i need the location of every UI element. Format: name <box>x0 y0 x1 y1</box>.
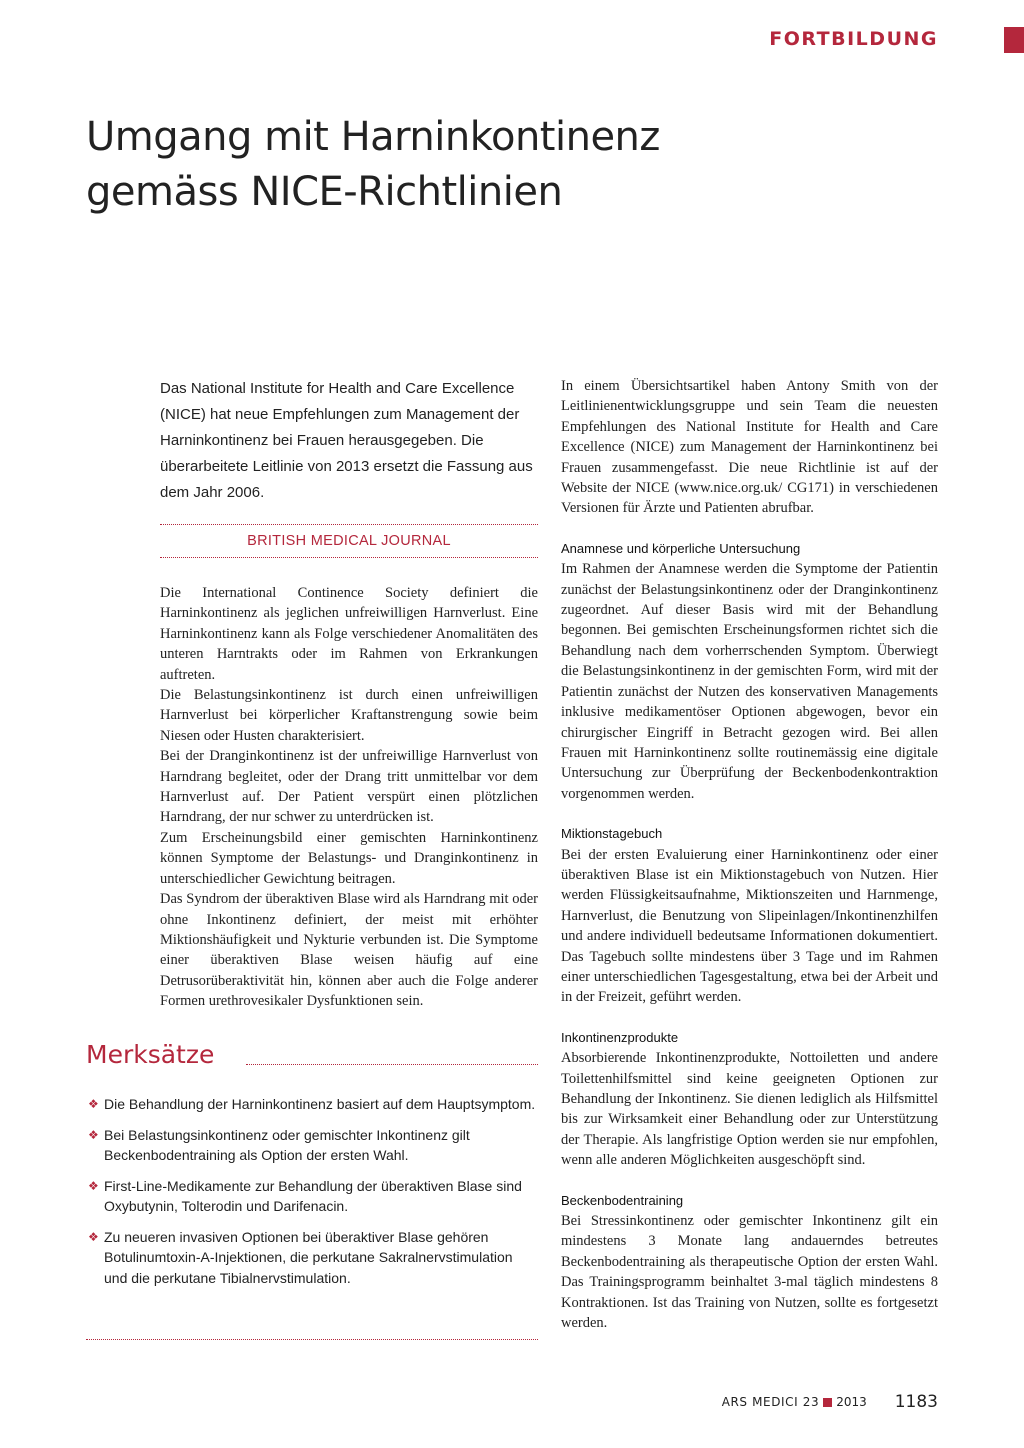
section-text: Im Rahmen der Anamnese werden die Symptome der Patientin zunächst der Belastungsinkontinenz oder der Dranginkontinenz zugeordnet. Auf dieser Basis wird mit der Behandlung begonnen. Bei gemischten Erscheinungsformen richtet sich die Behandlung nach dem vorherrschenden Symptom. Überwiegt die Belastungsinkontinenz in der gemischten Form, wird mit der Patientin zunächst der Nutzen des konservativen Managements inklusive medikamentöser Optionen abgewogen, bevor ein chirurgischer Eingriff in Betracht gezogen wird. Bei allen Frauen mit Harninkontinenz sollte routinemässig eine digitale Untersuchung zur Überprüfung der Beckenbodenkontraktion vorgenommen werden. <box>561 561 938 802</box>
right-column <box>561 376 938 1333</box>
source-label: BRITISH MEDICAL JOURNAL <box>247 533 451 549</box>
page-number: 1183 <box>894 1392 938 1412</box>
list-item: ❖ First-Line-Medikamente zur Behandlung der überaktiven Blase sind Oxybutynin, Tolterodin und Darifenacin. <box>88 1177 522 1214</box>
source-divider-top <box>160 524 538 525</box>
page-footer <box>722 1392 938 1412</box>
list-item: ❖ Zu neueren invasiven Optionen bei überaktiver Blase gehören Botulinumtoxin-A-Injektionen, die perkutane Sakralnervstimulation und die perkutane Tibialnervstimulation. <box>88 1228 513 1286</box>
list-item: ❖ Die Behandlung der Harninkontinenz basiert auf dem Hauptsymptom. <box>88 1094 538 1115</box>
section-heading: Miktionstagebuch <box>561 826 663 842</box>
section-heading: Beckenbodentraining <box>561 1192 684 1208</box>
section-text: Bei Stressinkontinenz oder gemischter Inkontinenz gilt ein mindestens 3 Monate lang andauerndes betreutes Beckenbodentraining als therapeutische Option der ersten Wahl. Das Trainingsprogramm beinhaltet 3-mal täglich mindestens 8 Kontraktionen. Ist das Training von Nutzen, sollte es fortgesetzt werden. <box>561 1213 938 1332</box>
article-title <box>86 110 886 220</box>
title-line-1: Umgang mit Harninkontinenz <box>86 114 660 160</box>
left-paragraph: Die Belastungsinkontinenz ist durch einen unfreiwilligen Harnverlust bei körperlicher Kraftanstrengung sowie beim Niesen oder Husten charakterisiert. <box>160 687 538 744</box>
lead-paragraph: Das National Institute for Health and Care Excellence (NICE) hat neue Empfehlungen zum Management der Harninkontinenz bei Frauen herausgegeben. Die überarbeitete Leitlinie von 2013 ersetzt die Fassung aus dem Jahr 2006. <box>160 380 533 501</box>
title-line-2: gemäss NICE-Richtlinien <box>86 169 563 215</box>
left-body-text <box>160 583 538 1012</box>
journal-name: ARS MEDICI 23 <box>721 1395 820 1409</box>
left-paragraph: Bei der Dranginkontinenz ist der unfreiwillige Harnverlust von Harndrang begleitet, oder der Drang tritt unmittelbar vor dem Harnverlust auf. Der Patient verspürt einen plötzlichen Harndrang, der nur schwer zu unterdrücken ist. <box>160 748 538 826</box>
merksaetze-bottom-rule <box>86 1339 538 1340</box>
list-item: ❖ Bei Belastungsinkontinenz oder gemischter Inkontinenz gilt Beckenbodentraining als Option der ersten Wahl. <box>88 1126 470 1163</box>
merksaetze-heading-rule <box>246 1064 538 1065</box>
merksaetze-list <box>88 1094 538 1298</box>
section-marker-block <box>1004 27 1024 53</box>
left-paragraph: Das Syndrom der überaktiven Blase wird als Harndrang mit oder ohne Inkontinenz definiert, der meist mit erhöhter Miktionshäufigkeit und Nykturie verbunden ist. Die Symptome einer überaktiven Blase weisen häufig auf eine Detrusorüberaktivität hin, können aber auch die Folge anderer Formen urethrovesikaler Dysfunktionen sein. <box>160 891 538 1010</box>
diamond-bullet-icon: ❖ <box>88 1178 99 1193</box>
footer-square-icon <box>823 1398 832 1407</box>
section-label: FORTBILDUNG <box>769 28 938 50</box>
left-paragraph: Zum Erscheinungsbild einer gemischten Harninkontinenz können Symptome der Belastungs- und Dranginkontinenz in unterschiedlicher Gewichtung beitragen. <box>160 829 538 887</box>
merksaetze-heading: Merksätze <box>86 1040 215 1069</box>
intro-paragraph: In einem Übersichtsartikel haben Antony Smith von der Leitlinienentwicklungsgruppe und sein Team die neuesten Empfehlungen des National Institute for Health and Care Excellence (NICE) zum Management der Harninkontinenz bei Frauen zusammengefasst. Die neue Richtlinie ist auf der Website der NICE (www.nice.org.uk/ CG171) in verschiedenen Versionen für Ärzte und Patienten abrufbar. <box>561 378 938 517</box>
diamond-bullet-icon: ❖ <box>88 1097 99 1111</box>
journal-year: 2013 <box>836 1395 867 1409</box>
left-paragraph: Die International Continence Society definiert die Harninkontinenz als jeglichen unfreiwilligen Harnverlust. Eine Harninkontinenz kann als Folge verschiedener Anomalitäten des unteren Harntrakts oder im Rahmen von Erkrankungen auftreten. <box>160 585 538 683</box>
section-heading: Inkontinenzprodukte <box>561 1029 679 1045</box>
source-divider-bottom <box>160 557 538 558</box>
diamond-bullet-icon: ❖ <box>88 1127 99 1142</box>
section-text: Absorbierende Inkontinenzprodukte, Nottoiletten und andere Toilettenhilfsmittel sind keine geeigneten Optionen zur Behandlung der Inkontinenz. Sie dienen lediglich als Hilfsmittel bis zur Wirksamkeit einer Behandlung oder zur Unterstützung der Therapie. Als langfristige Option werden sie nur empfohlen, wenn alle anderen Möglichkeiten ausgeschöpft sind. <box>561 1050 938 1169</box>
diamond-bullet-icon: ❖ <box>88 1229 99 1244</box>
section-text: Bei der ersten Evaluierung einer Harninkontinenz oder einer überaktiven Blase ist ein Miktionstagebuch von Nutzen. Hier werden Flüssigkeitsaufnahme, Miktionszeiten und Harnmenge, Harnverlust, die Benutzung von Slipeinlagen/Inkontinenzhilfen und andere individuell bedeutsame Informationen dokumentiert. Das Tagebuch sollte mindestens über 3 Tage und im Rahmen einer unterschiedlichen Tagesgestaltung, etwa bei der Arbeit und in der Freizeit, geführt werden. <box>561 846 938 1006</box>
section-heading: Anamnese und körperliche Untersuchung <box>561 540 801 556</box>
